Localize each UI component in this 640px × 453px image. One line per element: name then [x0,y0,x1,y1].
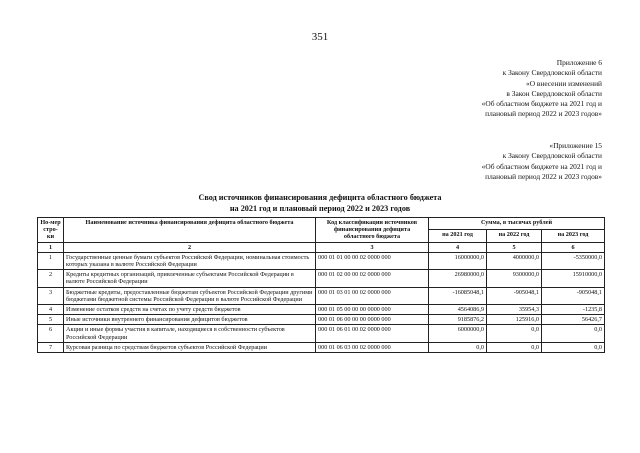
amount-2023: -1235,8 [542,305,605,315]
table-row [38,342,605,352]
header-row-number: Но-мер стро-ки [38,218,64,243]
amount-2021: 16000000,0 [429,252,487,269]
header-classification-code: Код классификации источников финансирования дефицита областного бюджета [316,218,429,243]
column-number: 4 [429,242,487,252]
row-number: 6 [38,325,64,342]
table-row [38,287,605,304]
classification-code: 000 01 01 00 00 02 0000 000 [316,252,429,269]
annex-heading [482,58,602,120]
annex-line: «Приложение 15 [549,141,602,150]
row-number: 5 [38,315,64,325]
header-year-2021: на 2021 год [429,230,487,242]
column-number: 5 [487,242,542,252]
amount-2022: 125916,0 [487,315,542,325]
amount-2021: 26980000,0 [429,270,487,287]
amount-2021: 0,0 [429,342,487,352]
row-number: 4 [38,305,64,315]
title-line-1: Свод источников финансирования дефицита областного бюджета [198,193,442,202]
classification-code: 000 01 05 00 00 00 0000 000 [316,305,429,315]
amount-2022: 4000000,0 [487,252,542,269]
header-year-2022: на 2022 год [487,230,542,242]
annex-line: «Об областном бюджете на 2021 год и [481,161,602,171]
column-number: 2 [64,242,316,252]
header-source-name: Наименование источника финансирования дефицита областного бюджета [64,218,316,243]
amount-2023: 15910000,0 [542,270,605,287]
row-number: 2 [38,270,64,287]
annex-line: плановый период 2022 и 2023 годов» [485,171,602,181]
table-row [38,325,605,342]
annex-line: «О внесении изменений [526,78,602,88]
annex-line: к Закону Свердловской области [502,151,602,161]
classification-code: 000 01 03 01 00 02 0000 000 [316,287,429,304]
classification-code: 000 01 02 00 00 02 0000 000 [316,270,429,287]
source-name: Иные источники внутреннего финансирования дефицитов бюджетов [64,315,316,325]
amount-2023: 0,0 [542,325,605,342]
column-number: 3 [316,242,429,252]
annex-line: Приложение 6 [556,58,602,67]
amount-2023: 56426,7 [542,315,605,325]
source-name: Курсовая разница по средствам бюджетов субъектов Российской Федерации [64,342,316,352]
amount-2022: 0,0 [487,342,542,352]
column-numbers-row [38,242,605,252]
source-name: Государственные ценные бумаги субъектов Российской Федерации, номинальная стоимость которых указана в валюте Российской Федерации [64,252,316,269]
row-number: 7 [38,342,64,352]
document-title [0,193,640,214]
annex-line: плановый период 2022 и 2023 годов» [485,109,602,119]
amount-2021: -16085048,1 [429,287,487,304]
amount-2021: 9185876,2 [429,315,487,325]
amount-2021: 4564086,9 [429,305,487,315]
amount-2023: 0,0 [542,342,605,352]
annex-original-heading [482,141,602,182]
amount-2021: 6000000,0 [429,325,487,342]
column-number: 1 [38,242,64,252]
amount-2022: 35954,3 [487,305,542,315]
page-number: 351 [311,31,329,43]
source-name: Изменение остатков средств на счетах по учету средств бюджетов [64,305,316,315]
header-year-2023: на 2023 год [542,230,605,242]
source-name: Бюджетные кредиты, предоставленные бюджетам субъектов Российской Федерации другими бюджетами бюджетной системы Российской Федерации в валюте Российской Федерации [64,287,316,304]
table-row [38,252,605,269]
financing-sources-table [37,217,605,353]
source-name: Акции и иные формы участия в капитале, находящиеся в собственности субъектов Российской Федерации [64,325,316,342]
header-sum: Сумма, в тысячах рублей [429,218,605,230]
amount-2022: 9300000,0 [487,270,542,287]
source-name: Кредиты кредитных организаций, привлеченные субъектами Российской Федерации в валюте Российской Федерации [64,270,316,287]
annex-line: к Закону Свердловской области [502,68,602,78]
row-number: 3 [38,287,64,304]
amount-2022: 0,0 [487,325,542,342]
table-row [38,270,605,287]
row-number: 1 [38,252,64,269]
classification-code: 000 01 06 00 00 00 0000 000 [316,315,429,325]
amount-2023: -5350000,0 [542,252,605,269]
classification-code: 000 01 06 01 00 02 0000 000 [316,325,429,342]
table-row [38,305,605,315]
annex-line: в Закон Свердловской области [506,88,602,98]
table-row [38,315,605,325]
amount-2022: -905048,1 [487,287,542,304]
amount-2023: -905048,1 [542,287,605,304]
column-number: 6 [542,242,605,252]
classification-code: 000 01 06 03 00 02 0000 000 [316,342,429,352]
annex-line: «Об областном бюджете на 2021 год и [481,99,602,109]
title-line-2: на 2021 год и плановый период 2022 и 2023 годов [229,203,411,213]
